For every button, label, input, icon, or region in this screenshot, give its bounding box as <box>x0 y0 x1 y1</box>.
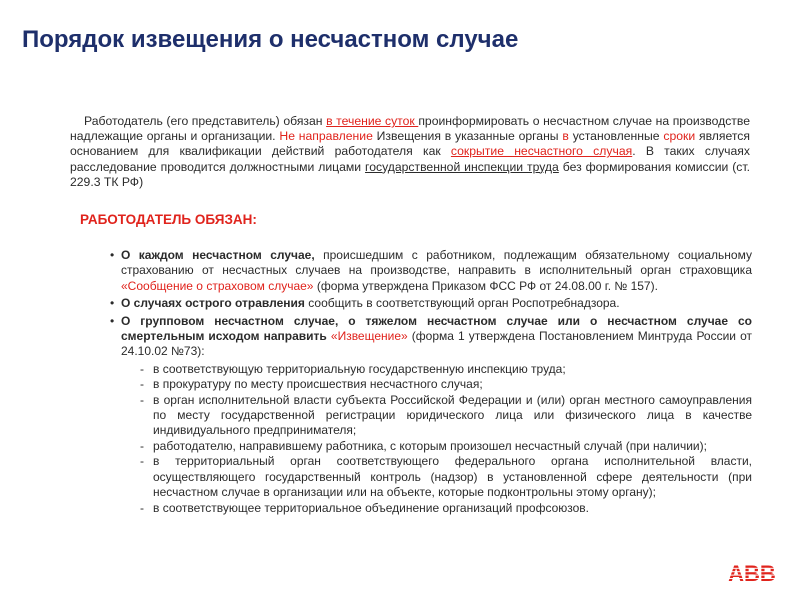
intro-highlight: в <box>562 129 569 144</box>
bullet-icon: • <box>110 248 115 262</box>
bullet-icon: • <box>110 296 115 311</box>
sub-item <box>110 439 752 454</box>
item-text: сообщить в соответствующий орган Роспотребнадзора. <box>304 296 620 311</box>
item-bold: О случаях острого отравления <box>121 296 305 311</box>
dash-icon: - <box>140 454 144 469</box>
intro-deadline-link: в течение суток <box>326 114 419 128</box>
list-item <box>110 296 752 311</box>
sub-item <box>110 501 752 516</box>
sub-item <box>110 377 752 392</box>
sub-item <box>110 454 752 500</box>
sub-item-text: в территориальный орган соответствующего федерального органа исполнительной власти, осуществляющего государственный контроль (надзор) в установленной сфере деятельности (при несчастном случае в организации или на объекте, которые подконтрольны этому органу); <box>153 454 752 500</box>
item-bold: О групповом несчастном случае, о тяжелом несчастном случае или о несчастном случае со смертельным исходом направить <box>121 313 752 344</box>
intro-highlight: Не направление <box>279 129 373 144</box>
sub-item-text: в орган исполнительной власти субъекта Российской Федерации и (или) орган местного самоуправления по месту государственной регистрации юридического лица или физического лица в качестве индивидуального предпринимателя; <box>153 392 752 438</box>
item-text: (форма утверждена Приказом ФСС РФ от 24.08.00 г. № 157). <box>313 278 658 293</box>
intro-underlined: государственной инспекции труда <box>365 159 559 174</box>
intro-paragraph <box>70 114 750 190</box>
intro-text: Извещения в указанные органы <box>372 129 563 144</box>
intro-text: является основанием для квалификации действий работодателя как <box>70 129 751 159</box>
sub-item-text: в прокуратуру по месту происшествия несчастного случая; <box>153 377 483 392</box>
dash-icon: - <box>140 377 144 392</box>
intro-highlight: сокрытие несчастного случая <box>450 144 633 159</box>
intro-highlight: сроки <box>663 129 696 144</box>
obligations-list <box>110 248 752 516</box>
abb-logo-text: ABB <box>728 562 776 584</box>
intro-text: проинформировать о несчастном случае на производстве надлежащие органы и организации. <box>70 114 750 144</box>
dash-icon: - <box>140 361 144 376</box>
sub-item-text: в соответствующую территориальную государственную инспекцию труда; <box>153 361 566 376</box>
intro-text: Работодатель (его представитель) обязан <box>84 114 327 128</box>
item-highlight: «Извещение» <box>330 329 408 344</box>
item-text: происшедшим с работником, подлежащим обязательному социальному страхованию от несчастных случаев на производстве, направить в исполнительный орган страховщика <box>121 248 752 278</box>
section-heading: РАБОТОДАТЕЛЬ ОБЯЗАН: <box>80 212 257 227</box>
item-bold: О каждом несчастном случае, <box>121 248 315 262</box>
sub-item <box>110 362 752 377</box>
page-title: Порядок извещения о несчастном случае <box>22 26 519 53</box>
sub-item <box>110 393 752 439</box>
dash-icon: - <box>140 500 144 515</box>
list-item <box>110 314 752 360</box>
dash-icon: - <box>140 438 144 453</box>
intro-text: . В таких случаях расследование проводится должностными лицами <box>70 144 750 174</box>
intro-text: установленные <box>568 129 664 144</box>
item-text: (форма 1 утверждена Постановлением Минтруда России от 24.10.02 №73): <box>121 329 752 359</box>
sub-item-text: в соответствующее территориальное объединение организаций профсоюзов. <box>153 500 589 515</box>
dash-icon: - <box>140 392 144 407</box>
abb-logo <box>724 562 780 584</box>
sub-item-text: работодателю, направившему работника, с которым произошел несчастный случай (при наличии); <box>153 438 707 453</box>
intro-text: без формирования комиссии (ст. 229.3 ТК РФ) <box>70 159 750 189</box>
bullet-icon: • <box>110 313 115 328</box>
item-highlight: «Сообщение о страховом случае» <box>121 278 314 293</box>
list-item <box>110 248 752 294</box>
